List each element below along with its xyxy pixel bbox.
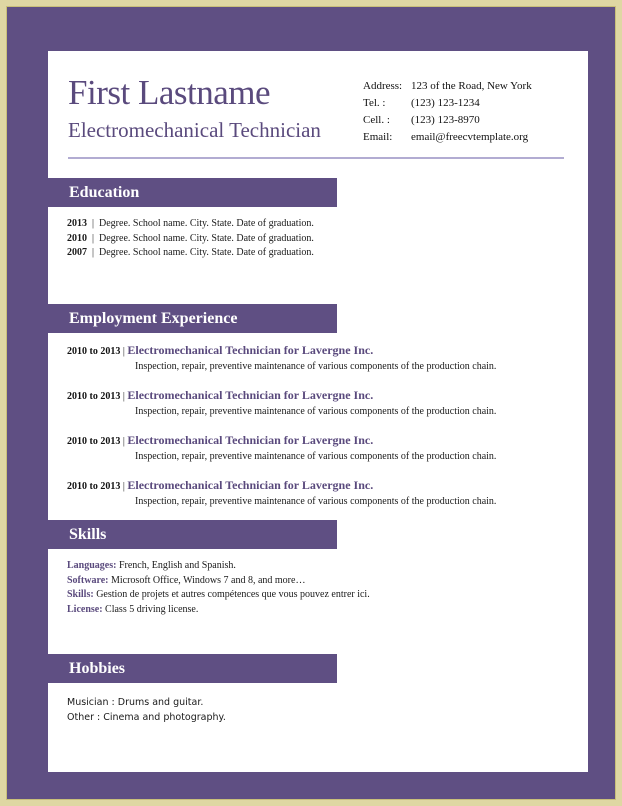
skill-value: Class 5 driving license.: [105, 603, 199, 615]
hobbies-list: [67, 695, 226, 725]
contact-label: Tel. :: [363, 97, 386, 109]
employment-description: Inspection, repair, preventive maintenance of various components of the production chain.: [135, 361, 497, 372]
employment-title: Electromechanical Technician for Lavergne Inc.: [127, 388, 374, 402]
employment-description: Inspection, repair, preventive maintenance of various components of the production chain.: [135, 451, 497, 462]
employment-dates: 2010 to 2013: [67, 436, 121, 447]
employment-description: Inspection, repair, preventive maintenance of various components of the production chain.: [135, 406, 497, 417]
education-list: [67, 217, 314, 261]
section-heading-skills: Skills: [48, 520, 337, 549]
employment-title: Electromechanical Technician for Lavergne Inc.: [127, 433, 374, 447]
employment-item: [67, 388, 567, 433]
education-text: Degree. School name. City. State. Date of graduation.: [99, 218, 314, 229]
employment-title: Electromechanical Technician for Lavergne Inc.: [127, 343, 374, 357]
education-item: [67, 232, 314, 247]
contact-value: email@freecvtemplate.org: [411, 131, 529, 143]
contact-value: (123) 123-1234: [411, 97, 480, 109]
employment-item: [67, 343, 567, 388]
skill-value: French, English and Spanish.: [118, 560, 236, 571]
contact-cell: [363, 112, 532, 129]
skills-list: [67, 559, 370, 617]
resume-sheet: [48, 51, 588, 772]
separator: |: [92, 232, 95, 244]
separator: |: [92, 247, 95, 258]
education-year: 2010: [67, 232, 87, 244]
contact-label: Email:: [363, 131, 393, 143]
skill-key: License:: [67, 603, 103, 615]
header-divider: [68, 157, 564, 159]
employment-dates: 2010 to 2013: [67, 346, 121, 357]
separator: |: [122, 436, 125, 447]
job-title: Electromechanical Technician: [68, 118, 321, 142]
education-year: 2007: [67, 247, 87, 258]
employment-item: [67, 478, 567, 523]
education-text: Degree. School name. City. State. Date of graduation.: [99, 232, 314, 244]
separator: |: [122, 481, 125, 492]
contact-tel: [363, 95, 532, 112]
separator: |: [92, 218, 95, 229]
education-item: [67, 246, 314, 261]
separator: |: [122, 391, 125, 402]
contact-value: (123) 123-8970: [411, 114, 480, 126]
section-heading-education: Education: [48, 178, 337, 207]
education-year: 2013: [67, 218, 87, 229]
page-frame: [6, 6, 616, 800]
section-heading-hobbies: Hobbies: [48, 654, 337, 683]
candidate-name: First Lastname: [68, 73, 270, 112]
separator: |: [122, 346, 125, 357]
employment-dates: 2010 to 2013: [67, 391, 121, 402]
contact-block: [363, 78, 532, 146]
skill-key: Languages:: [67, 560, 117, 571]
employment-list: [67, 343, 567, 523]
hobby-item: Other : Cinema and photography.: [67, 712, 226, 723]
contact-value: 123 of the Road, New York: [411, 80, 532, 92]
skill-item: [67, 574, 370, 589]
employment-description: Inspection, repair, preventive maintenance of various components of the production chain.: [135, 496, 497, 507]
education-item: [67, 217, 314, 232]
skill-value: Gestion de projets et autres compétences que vous pouvez entrer ici.: [96, 589, 370, 600]
hobby-item: Musician : Drums and guitar.: [67, 697, 204, 708]
employment-dates: 2010 to 2013: [67, 481, 121, 492]
skill-item: [67, 559, 370, 574]
employment-item: [67, 433, 567, 478]
contact-label: Cell. :: [363, 114, 390, 126]
section-heading-employment: Employment Experience: [48, 304, 337, 333]
contact-email: [363, 129, 532, 146]
education-text: Degree. School name. City. State. Date of graduation.: [99, 247, 314, 258]
skill-key: Skills:: [67, 589, 94, 600]
skill-value: Microsoft Office, Windows 7 and 8, and more…: [110, 574, 306, 586]
contact-address: [363, 78, 532, 95]
skill-item: [67, 603, 370, 618]
skill-item: [67, 588, 370, 603]
contact-label: Address:: [363, 80, 403, 92]
skill-key: Software:: [67, 574, 109, 586]
employment-title: Electromechanical Technician for Lavergne Inc.: [127, 478, 374, 492]
